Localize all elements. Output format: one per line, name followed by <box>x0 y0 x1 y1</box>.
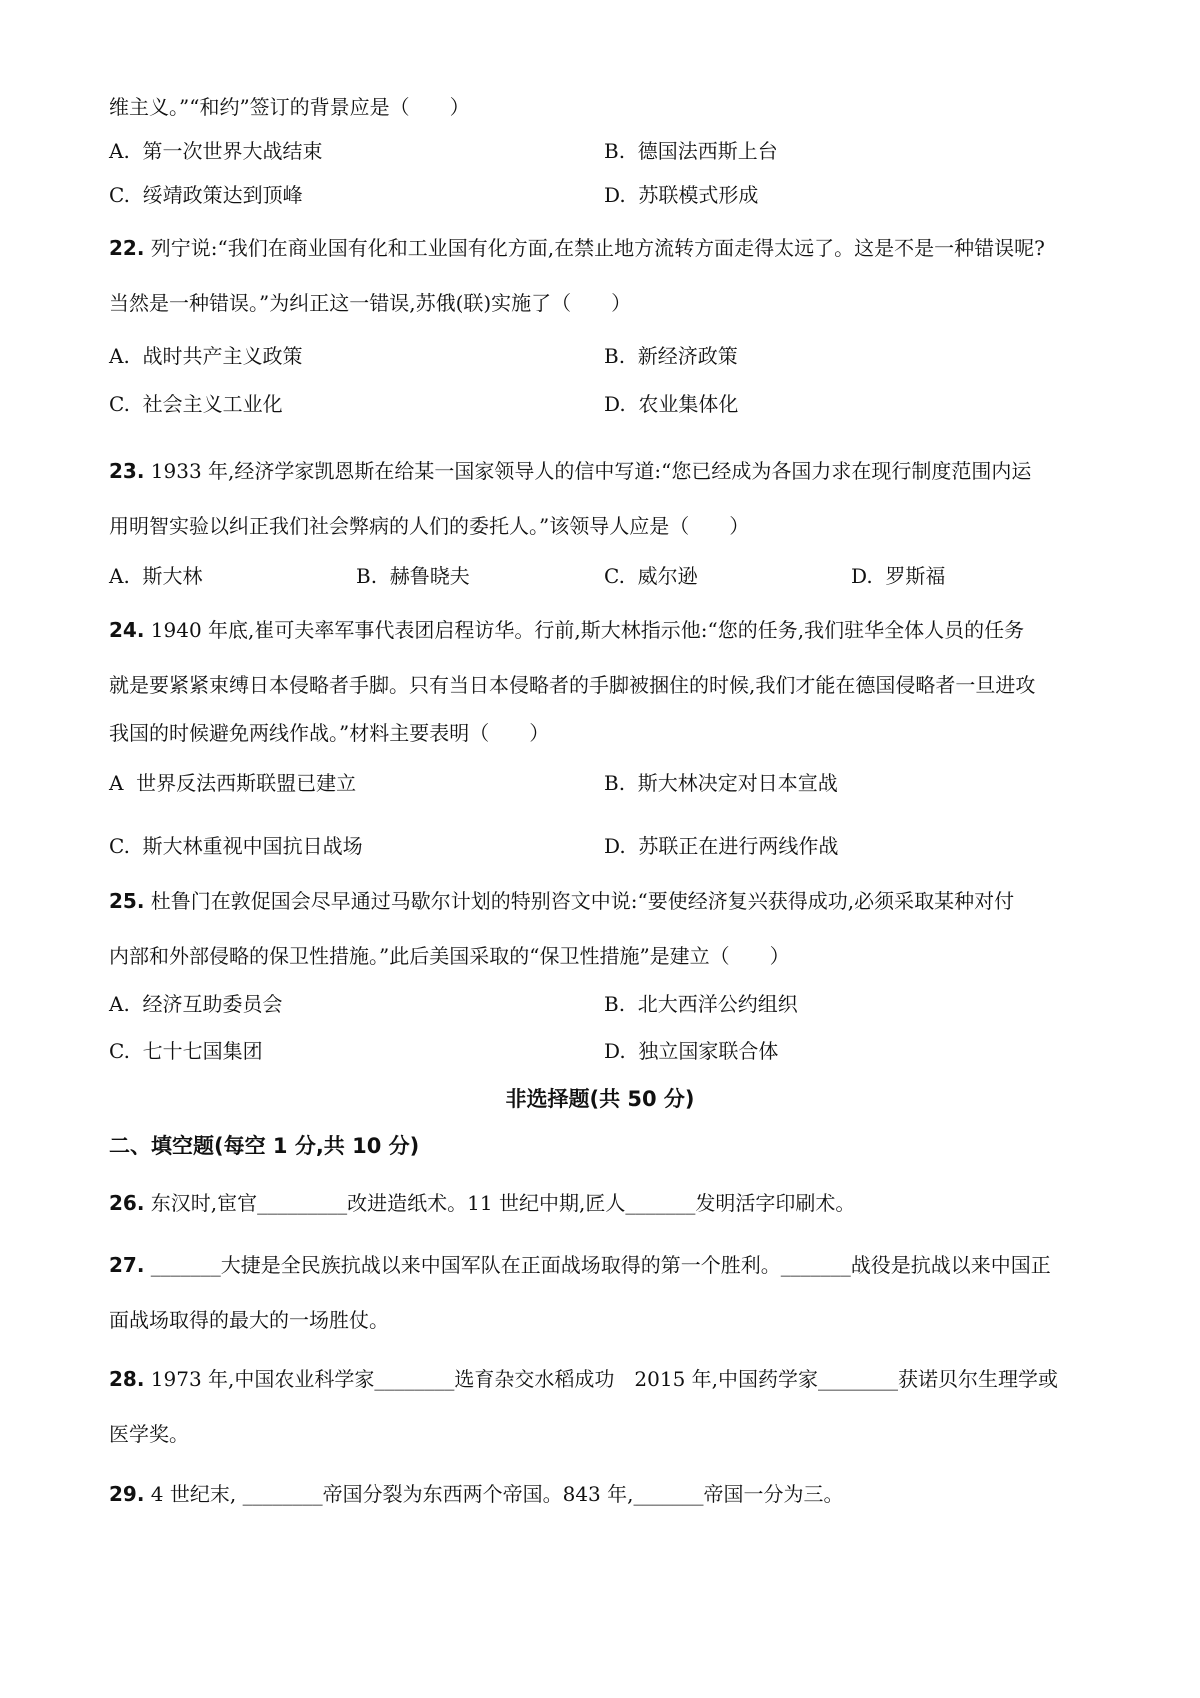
q23-option-a: A. 斯大林 <box>109 564 203 588</box>
q22-option-a: A. 战时共产主义政策 <box>109 344 303 368</box>
q26-line1: 26. 东汉时,宦官_________改进造纸术。11 世纪中期,匠人_______发明活字印刷术。 <box>109 1191 856 1215</box>
q24-stem-line2: 就是要紧紧束缚日本侵略者手脚。只有当日本侵略者的手脚被捆住的时候,我们才能在德国侵略者一旦进攻 <box>109 673 1036 697</box>
q23-stem-line2: 用明智实验以纠正我们社会弊病的人们的委托人。”该领导人应是（ ） <box>109 514 750 538</box>
q24-stem-line1: 24. 1940 年底,崔可夫率军事代表团启程访华。行前,斯大林指示他:“您的任务,我们驻华全体人员的任务 <box>109 618 1025 642</box>
q25-option-b: B. 北大西洋公约组织 <box>604 992 798 1016</box>
q27-line2: 面战场取得的最大的一场胜仗。 <box>109 1308 389 1332</box>
q21-stem-tail: 维主义。”“和约”签订的背景应是（ ） <box>109 95 470 119</box>
q22-stem-line1: 22. 列宁说:“我们在商业国有化和工业国有化方面,在禁止地方流转方面走得太远了。这是不是一种错误呢? <box>109 236 1045 260</box>
q29-number: 29. <box>109 1482 145 1506</box>
q29-line1: 29. 4 世纪末, ________帝国分裂为东西两个帝国。843 年,_______帝国一分为三。 <box>109 1482 844 1506</box>
section-title: 二、填空题(每空 1 分,共 10 分) <box>109 1134 420 1158</box>
q28-line1: 28. 1973 年,中国农业科学家________选育杂交水稻成功 2015 年,中国药学家________获诺贝尔生理学或 <box>109 1367 1059 1391</box>
q25-option-c: C. 七十七国集团 <box>109 1039 263 1063</box>
part-title: 非选择题(共 50 分) <box>505 1087 695 1111</box>
q22-option-d: D. 农业集体化 <box>604 392 739 416</box>
q28-line2: 医学奖。 <box>109 1422 189 1446</box>
q24-stem-line3: 我国的时候避免两线作战。”材料主要表明（ ） <box>109 721 550 745</box>
q25-option-a: A. 经济互助委员会 <box>109 992 283 1016</box>
q24-option-a: A 世界反法西斯联盟已建立 <box>109 771 357 795</box>
q27-line1: 27. _______大捷是全民族抗战以来中国军队在正面战场取得的第一个胜利。_______战役是抗战以来中国正 <box>109 1253 1051 1277</box>
q25-option-d: D. 独立国家联合体 <box>604 1039 779 1063</box>
q21-option-a: A. 第一次世界大战结束 <box>109 139 323 163</box>
q22-stem-line2: 当然是一种错误。”为纠正这一错误,苏俄(联)实施了（ ） <box>109 291 632 315</box>
q25-number: 25. <box>109 889 145 913</box>
q21-option-d: D. 苏联模式形成 <box>604 183 759 207</box>
q21-option-c: C. 绥靖政策达到顶峰 <box>109 183 303 207</box>
q23-option-b: B. 赫鲁晓夫 <box>356 564 470 588</box>
q23-number: 23. <box>109 459 145 483</box>
q24-option-d: D. 苏联正在进行两线作战 <box>604 834 839 858</box>
q26-number: 26. <box>109 1191 145 1215</box>
q22-number: 22. <box>109 236 145 260</box>
q23-option-d: D. 罗斯福 <box>851 564 946 588</box>
q23-stem-line1: 23. 1933 年,经济学家凯恩斯在给某一国家领导人的信中写道:“您已经成为各国力求在现行制度范围内运 <box>109 459 1032 483</box>
q28-number: 28. <box>109 1367 145 1391</box>
q24-option-c: C. 斯大林重视中国抗日战场 <box>109 834 363 858</box>
q22-option-b: B. 新经济政策 <box>604 344 738 368</box>
q27-number: 27. <box>109 1253 145 1277</box>
q21-option-b: B. 德国法西斯上台 <box>604 139 778 163</box>
q25-stem-line1: 25. 杜鲁门在敦促国会尽早通过马歇尔计划的特别咨文中说:“要使经济复兴获得成功,必须采取某种对付 <box>109 889 1015 913</box>
q22-option-c: C. 社会主义工业化 <box>109 392 283 416</box>
q25-stem-line2: 内部和外部侵略的保卫性措施。”此后美国采取的“保卫性措施”是建立（ ） <box>109 944 790 968</box>
q23-option-c: C. 威尔逊 <box>604 564 698 588</box>
q24-option-b: B. 斯大林决定对日本宣战 <box>604 771 838 795</box>
q24-number: 24. <box>109 618 145 642</box>
